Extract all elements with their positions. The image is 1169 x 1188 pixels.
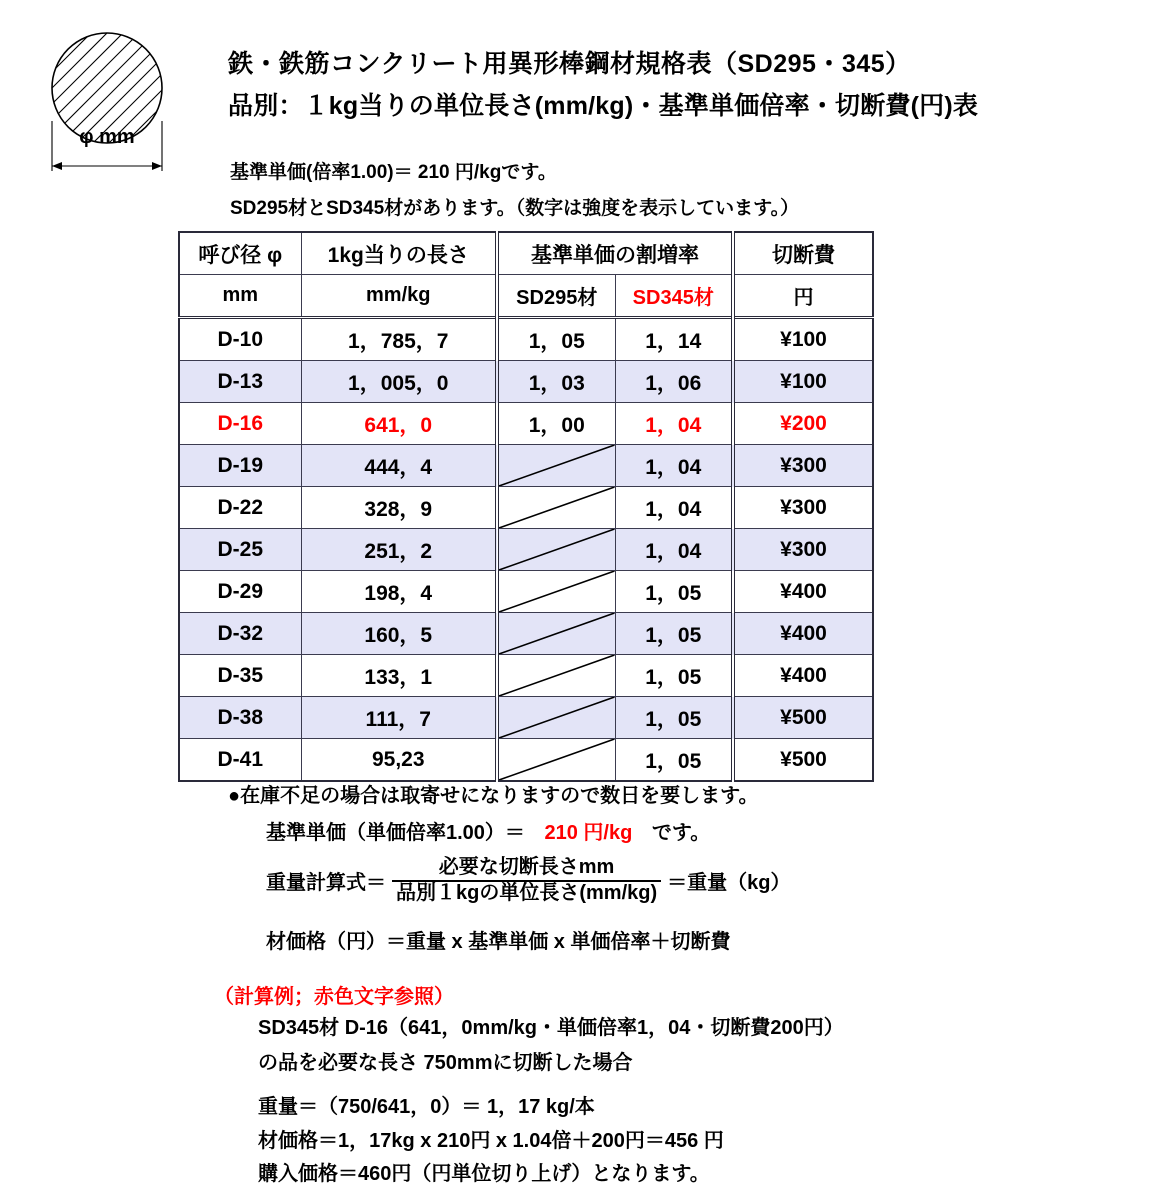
table-row bbox=[179, 487, 873, 529]
header-row-top bbox=[179, 232, 873, 275]
fraction-numerator: 必要な切断長さmm bbox=[438, 856, 615, 878]
example-line-2: の品を必要な長さ 750mmに切断した場合 bbox=[258, 1052, 633, 1074]
cell-diameter: D-22 bbox=[179, 487, 301, 529]
cell-sd295-not-available bbox=[497, 571, 615, 613]
cell-cut-cost: ¥300 bbox=[733, 445, 873, 487]
cell-sd345: 1，06 bbox=[615, 361, 733, 403]
table-row bbox=[179, 403, 873, 445]
stock-availability-note: ●在庫不足の場合は取寄せになりますので数日を要します。 bbox=[228, 785, 759, 807]
header-markup-group: 基準単価の割増率 bbox=[497, 232, 733, 275]
cell-length: 198，4 bbox=[301, 571, 497, 613]
example-heading: （計算例；赤色文字参照） bbox=[214, 986, 454, 1008]
rebar-spec-table bbox=[178, 231, 874, 782]
cell-sd295-not-available bbox=[497, 655, 615, 697]
title-block bbox=[228, 52, 1168, 119]
base-price-prefix: 基準単価（単価倍率1.00）＝ bbox=[266, 822, 525, 844]
cell-diameter: D-32 bbox=[179, 613, 301, 655]
cell-diameter: D-38 bbox=[179, 697, 301, 739]
table-row bbox=[179, 739, 873, 782]
base-price-suffix: です。 bbox=[651, 822, 711, 844]
cell-sd295-not-available bbox=[497, 529, 615, 571]
cell-cut-cost: ¥300 bbox=[733, 529, 873, 571]
rebar-cross-section-diagram bbox=[34, 26, 204, 181]
cell-sd295: 1，03 bbox=[497, 361, 615, 403]
base-price-note: 基準単価(倍率1.00)＝ 210 円/kgです。 bbox=[230, 162, 557, 183]
cell-cut-cost: ¥200 bbox=[733, 403, 873, 445]
weight-fraction bbox=[392, 857, 661, 904]
example-calc-weight: 重量＝（750/641，0）＝ 1，17 kg/本 bbox=[258, 1096, 595, 1118]
example-calc-price: 材価格＝1，17kg x 210円 x 1.04倍＋200円＝456 円 bbox=[258, 1130, 724, 1152]
cell-sd295-not-available bbox=[497, 445, 615, 487]
table-row bbox=[179, 361, 873, 403]
weight-formula-label: 重量計算式＝ bbox=[266, 872, 386, 895]
cell-length: 641，0 bbox=[301, 403, 497, 445]
cell-sd295-not-available bbox=[497, 613, 615, 655]
cell-sd345: 1，05 bbox=[615, 655, 733, 697]
cell-sd345: 1，04 bbox=[615, 487, 733, 529]
cell-sd295-not-available bbox=[497, 487, 615, 529]
fraction-denominator: 品別１kgの単位長さ(mm/kg) bbox=[392, 880, 661, 905]
table-row bbox=[179, 697, 873, 739]
cell-sd345: 1，05 bbox=[615, 697, 733, 739]
cell-cut-cost: ¥100 bbox=[733, 361, 873, 403]
cell-sd295: 1，00 bbox=[497, 403, 615, 445]
example-line-1: SD345材 D-16（641，0mm/kg・単価倍率1，04・切断費200円） bbox=[258, 1017, 844, 1039]
cell-diameter: D-19 bbox=[179, 445, 301, 487]
cell-length: 1，005，0 bbox=[301, 361, 497, 403]
header-cut-line2: 円 bbox=[733, 275, 873, 318]
cell-length: 160，5 bbox=[301, 613, 497, 655]
cell-cut-cost: ¥500 bbox=[733, 697, 873, 739]
cell-sd345: 1，14 bbox=[615, 318, 733, 361]
cell-sd345: 1，04 bbox=[615, 529, 733, 571]
page-title: 鉄・鉄筋コンクリート用異形棒鋼材規格表（SD295・345） bbox=[228, 50, 911, 78]
base-price-statement bbox=[266, 823, 710, 843]
cell-cut-cost: ¥400 bbox=[733, 571, 873, 613]
table-row bbox=[179, 571, 873, 613]
cell-length: 95,23 bbox=[301, 739, 497, 782]
table-head bbox=[179, 232, 873, 318]
cell-diameter: D-41 bbox=[179, 739, 301, 782]
hatch-pattern bbox=[34, 26, 204, 181]
header-diameter-line2: mm bbox=[179, 275, 301, 318]
base-price-value: 210 円/kg bbox=[544, 822, 633, 844]
weight-formula-result: ＝重量（kg） bbox=[667, 872, 791, 895]
cell-diameter: D-25 bbox=[179, 529, 301, 571]
cell-cut-cost: ¥300 bbox=[733, 487, 873, 529]
header-length-line1: 1kg当りの長さ bbox=[301, 232, 497, 275]
cell-diameter: D-29 bbox=[179, 571, 301, 613]
header-sd295: SD295材 bbox=[497, 275, 615, 318]
cell-diameter: D-13 bbox=[179, 361, 301, 403]
header-row-sub bbox=[179, 275, 873, 318]
cell-length: 328，9 bbox=[301, 487, 497, 529]
cell-cut-cost: ¥400 bbox=[733, 613, 873, 655]
cell-sd345: 1，04 bbox=[615, 445, 733, 487]
cell-length: 251，2 bbox=[301, 529, 497, 571]
rebar-diagram-svg bbox=[34, 26, 204, 181]
cell-length: 133，1 bbox=[301, 655, 497, 697]
material-grade-note: SD295材とSD345材があります。（数字は強度を表示しています。） bbox=[230, 198, 800, 219]
cell-diameter: D-10 bbox=[179, 318, 301, 361]
spec-table-container bbox=[178, 231, 872, 782]
table-row bbox=[179, 613, 873, 655]
table-body bbox=[179, 318, 873, 782]
cell-sd345: 1，05 bbox=[615, 613, 733, 655]
table-row bbox=[179, 318, 873, 361]
cell-diameter: D-35 bbox=[179, 655, 301, 697]
price-formula: 材価格（円）＝重量 x 基準単価 x 単価倍率＋切断費 bbox=[266, 931, 731, 953]
cell-sd295-not-available bbox=[497, 739, 615, 782]
diameter-label: φ mm bbox=[79, 126, 135, 148]
table-row bbox=[179, 529, 873, 571]
cell-diameter: D-16 bbox=[179, 403, 301, 445]
table-row bbox=[179, 445, 873, 487]
cell-sd295: 1，05 bbox=[497, 318, 615, 361]
cell-length: 444，4 bbox=[301, 445, 497, 487]
cell-length: 111，7 bbox=[301, 697, 497, 739]
example-calc-final: 購入価格＝460円（円単位切り上げ）となります。 bbox=[258, 1163, 710, 1185]
cell-cut-cost: ¥500 bbox=[733, 739, 873, 782]
cell-length: 1，785，7 bbox=[301, 318, 497, 361]
header-cut-line1: 切断費 bbox=[733, 232, 873, 275]
cell-cut-cost: ¥400 bbox=[733, 655, 873, 697]
table-row bbox=[179, 655, 873, 697]
cell-sd295-not-available bbox=[497, 697, 615, 739]
page-subtitle: 品別：１kg当りの単位長さ(mm/kg)・基準単価倍率・切断費(円)表 bbox=[228, 92, 979, 120]
cell-sd345: 1，05 bbox=[615, 571, 733, 613]
cell-cut-cost: ¥100 bbox=[733, 318, 873, 361]
cell-sd345: 1，05 bbox=[615, 739, 733, 782]
header-sd345: SD345材 bbox=[615, 275, 733, 318]
cell-sd345: 1，04 bbox=[615, 403, 733, 445]
header-length-line2: mm/kg bbox=[301, 275, 497, 318]
header-diameter-line1: 呼び径 φ bbox=[179, 232, 301, 275]
weight-formula bbox=[266, 857, 790, 904]
